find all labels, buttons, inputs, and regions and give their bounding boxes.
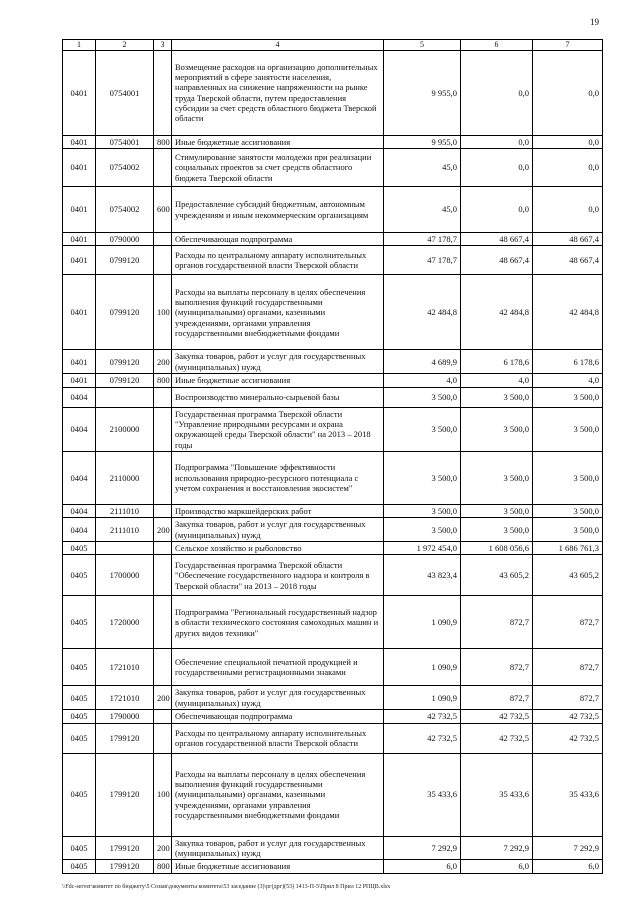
section-code-cell: 0404 xyxy=(63,407,96,451)
amount-cell: 6,0 xyxy=(533,860,603,873)
table-row xyxy=(63,246,603,275)
section-code-cell: 0405 xyxy=(63,836,96,860)
amount-cell: 3 500,0 xyxy=(384,451,461,504)
amount-cell: 48 667,4 xyxy=(461,246,533,275)
amount-cell: 42 732,5 xyxy=(533,723,603,753)
amount-cell: 3 500,0 xyxy=(461,451,533,504)
table-row xyxy=(63,187,603,233)
table-row xyxy=(63,149,603,187)
expense-type-cell: 800 xyxy=(154,374,172,387)
target-code-cell: 1790000 xyxy=(96,710,154,723)
section-code-cell: 0401 xyxy=(63,50,96,135)
amount-cell: 35 433,6 xyxy=(384,753,461,836)
target-code-cell: 0799120 xyxy=(96,275,154,350)
description-cell: Стимулирование занятости молодежи при реализации социальных проектов за счет средств областного бюджета Тверской области xyxy=(172,149,384,187)
section-code-cell: 0405 xyxy=(63,542,96,555)
section-code-cell: 0401 xyxy=(63,350,96,374)
amount-cell: 42 732,5 xyxy=(384,723,461,753)
table-body xyxy=(63,50,603,873)
section-code-cell: 0405 xyxy=(63,686,96,710)
table-row xyxy=(63,649,603,686)
table-row xyxy=(63,451,603,504)
amount-cell: 3 500,0 xyxy=(461,407,533,451)
expense-type-cell xyxy=(154,407,172,451)
expense-type-cell xyxy=(154,50,172,135)
expense-type-cell: 200 xyxy=(154,686,172,710)
amount-cell: 43 823,4 xyxy=(384,555,461,596)
section-code-cell: 0404 xyxy=(63,518,96,542)
budget-table xyxy=(62,39,603,874)
target-code-cell xyxy=(96,387,154,407)
expense-type-cell xyxy=(154,246,172,275)
amount-cell: 6,0 xyxy=(384,860,461,873)
amount-cell: 0,0 xyxy=(461,187,533,233)
target-code-cell: 1799120 xyxy=(96,836,154,860)
amount-cell: 4 689,9 xyxy=(384,350,461,374)
section-code-cell: 0401 xyxy=(63,149,96,187)
target-code-cell: 2100000 xyxy=(96,407,154,451)
expense-type-cell: 200 xyxy=(154,836,172,860)
amount-cell: 7 292,9 xyxy=(461,836,533,860)
target-code-cell: 0754002 xyxy=(96,187,154,233)
amount-cell: 43 605,2 xyxy=(461,555,533,596)
description-cell: Закупка товаров, работ и услуг для государственных (муниципальных) нужд xyxy=(172,686,384,710)
description-cell: Расходы на выплаты персоналу в целях обеспечения выполнения функций государственными (муниципальными) органами, казенными учреждениями, органами управления государственными внебюджетными фондами xyxy=(172,753,384,836)
section-code-cell: 0404 xyxy=(63,504,96,517)
description-cell: Закупка товаров, работ и услуг для государственных (муниципальных) нужд xyxy=(172,836,384,860)
target-code-cell: 1799120 xyxy=(96,753,154,836)
amount-cell: 0,0 xyxy=(533,149,603,187)
description-cell: Возмещение расходов на организацию дополнительных мероприятий в сфере занятости населения, направленных на снижение напряженности на рынке труда Тверской области, путем предоставления субсидии за счет средств областного бюджета Тверской области xyxy=(172,50,384,135)
amount-cell: 4,0 xyxy=(384,374,461,387)
expense-type-cell xyxy=(154,451,172,504)
expense-type-cell xyxy=(154,710,172,723)
table-row xyxy=(63,518,603,542)
target-code-cell: 1799120 xyxy=(96,860,154,873)
table-row xyxy=(63,542,603,555)
table-row xyxy=(63,753,603,836)
amount-cell: 6 178,6 xyxy=(461,350,533,374)
description-cell: Воспроизводство минерально-сырьевой базы xyxy=(172,387,384,407)
section-code-cell: 0401 xyxy=(63,135,96,148)
amount-cell: 3 500,0 xyxy=(533,407,603,451)
column-number: 3 xyxy=(154,40,172,51)
amount-cell: 0,0 xyxy=(461,135,533,148)
target-code-cell: 1721010 xyxy=(96,649,154,686)
amount-cell: 48 667,4 xyxy=(533,233,603,246)
section-code-cell: 0405 xyxy=(63,723,96,753)
table-row xyxy=(63,836,603,860)
column-number: 2 xyxy=(96,40,154,51)
amount-cell: 1 090,9 xyxy=(384,596,461,649)
section-code-cell: 0405 xyxy=(63,860,96,873)
description-cell: Обеспечение специальной печатной продукцией и государственными регистрационными знаками xyxy=(172,649,384,686)
table-row xyxy=(63,407,603,451)
amount-cell: 4,0 xyxy=(461,374,533,387)
expense-type-cell: 600 xyxy=(154,187,172,233)
section-code-cell: 0401 xyxy=(63,233,96,246)
column-number: 1 xyxy=(63,40,96,51)
expense-type-cell: 800 xyxy=(154,135,172,148)
amount-cell: 42 484,8 xyxy=(533,275,603,350)
amount-cell: 1 090,9 xyxy=(384,686,461,710)
target-code-cell: 1721010 xyxy=(96,686,154,710)
expense-type-cell xyxy=(154,149,172,187)
amount-cell: 872,7 xyxy=(533,649,603,686)
expense-type-cell xyxy=(154,504,172,517)
amount-cell: 872,7 xyxy=(461,596,533,649)
column-number: 7 xyxy=(533,40,603,51)
amount-cell: 0,0 xyxy=(533,135,603,148)
description-cell: Иные бюджетные ассигнования xyxy=(172,374,384,387)
amount-cell: 3 500,0 xyxy=(384,518,461,542)
amount-cell: 48 667,4 xyxy=(533,246,603,275)
table-row xyxy=(63,596,603,649)
amount-cell: 3 500,0 xyxy=(461,518,533,542)
amount-cell: 42 732,5 xyxy=(461,723,533,753)
expense-type-cell xyxy=(154,233,172,246)
expense-type-cell: 200 xyxy=(154,518,172,542)
expense-type-cell xyxy=(154,723,172,753)
amount-cell: 3 500,0 xyxy=(384,387,461,407)
amount-cell: 3 500,0 xyxy=(384,407,461,451)
amount-cell: 1 686 761,3 xyxy=(533,542,603,555)
amount-cell: 6 178,6 xyxy=(533,350,603,374)
target-code-cell: 0799120 xyxy=(96,350,154,374)
expense-type-cell xyxy=(154,649,172,686)
column-number: 4 xyxy=(172,40,384,51)
amount-cell: 42 732,5 xyxy=(533,710,603,723)
section-code-cell: 0404 xyxy=(63,451,96,504)
amount-cell: 872,7 xyxy=(533,686,603,710)
target-code-cell xyxy=(96,542,154,555)
target-code-cell: 0754001 xyxy=(96,50,154,135)
amount-cell: 6,0 xyxy=(461,860,533,873)
description-cell: Закупка товаров, работ и услуг для государственных (муниципальных) нужд xyxy=(172,350,384,374)
description-cell: Государственная программа Тверской области "Управление природными ресурсами и охрана окружающей среды Тверской области" на 2013 – 2018 годы xyxy=(172,407,384,451)
target-code-cell: 0754001 xyxy=(96,135,154,148)
table-row xyxy=(63,275,603,350)
table-row xyxy=(63,710,603,723)
description-cell: Иные бюджетные ассигнования xyxy=(172,860,384,873)
amount-cell: 3 500,0 xyxy=(461,387,533,407)
amount-cell: 0,0 xyxy=(461,50,533,135)
section-code-cell: 0401 xyxy=(63,246,96,275)
description-cell: Производство маркшейдерских работ xyxy=(172,504,384,517)
target-code-cell: 1720000 xyxy=(96,596,154,649)
section-code-cell: 0401 xyxy=(63,187,96,233)
amount-cell: 9 955,0 xyxy=(384,135,461,148)
expense-type-cell: 100 xyxy=(154,275,172,350)
amount-cell: 1 972 454,0 xyxy=(384,542,461,555)
section-code-cell: 0405 xyxy=(63,649,96,686)
table-row xyxy=(63,723,603,753)
amount-cell: 35 433,6 xyxy=(461,753,533,836)
target-code-cell: 0799120 xyxy=(96,246,154,275)
target-code-cell: 2111010 xyxy=(96,518,154,542)
table-row xyxy=(63,555,603,596)
description-cell: Предоставление субсидий бюджетным, автономным учреждениям и иным некоммерческим организациям xyxy=(172,187,384,233)
target-code-cell: 0790000 xyxy=(96,233,154,246)
amount-cell: 0,0 xyxy=(533,187,603,233)
section-code-cell: 0404 xyxy=(63,387,96,407)
section-code-cell: 0405 xyxy=(63,555,96,596)
expense-type-cell: 100 xyxy=(154,753,172,836)
amount-cell: 3 500,0 xyxy=(533,504,603,517)
amount-cell: 47 178,7 xyxy=(384,246,461,275)
amount-cell: 42 484,8 xyxy=(384,275,461,350)
table-row xyxy=(63,686,603,710)
amount-cell: 48 667,4 xyxy=(461,233,533,246)
amount-cell: 3 500,0 xyxy=(533,451,603,504)
description-cell: Обеспечивающая подпрограмма xyxy=(172,710,384,723)
amount-cell: 43 605,2 xyxy=(533,555,603,596)
target-code-cell: 1799120 xyxy=(96,723,154,753)
table-row xyxy=(63,135,603,148)
amount-cell: 45,0 xyxy=(384,187,461,233)
target-code-cell: 1700000 xyxy=(96,555,154,596)
description-cell: Обеспечивающая подпрограмма xyxy=(172,233,384,246)
amount-cell: 3 500,0 xyxy=(533,518,603,542)
amount-cell: 872,7 xyxy=(461,649,533,686)
table-row xyxy=(63,374,603,387)
target-code-cell: 2111010 xyxy=(96,504,154,517)
amount-cell: 4,0 xyxy=(533,374,603,387)
table-row xyxy=(63,233,603,246)
expense-type-cell xyxy=(154,387,172,407)
expense-type-cell: 800 xyxy=(154,860,172,873)
amount-cell: 3 500,0 xyxy=(384,504,461,517)
table-row xyxy=(63,504,603,517)
table-row xyxy=(63,350,603,374)
expense-type-cell xyxy=(154,555,172,596)
description-cell: Иные бюджетные ассигнования xyxy=(172,135,384,148)
amount-cell: 47 178,7 xyxy=(384,233,461,246)
amount-cell: 3 500,0 xyxy=(533,387,603,407)
amount-cell: 9 955,0 xyxy=(384,50,461,135)
file-path-footer: \\Fdc-server\комитет по бюджету\5 Созыв\документы комитета\53 заседание (3)\рг(дрг)(53) 1413-П-5\Прил 8 Прил 12 РПЦВ.xlsx xyxy=(62,884,391,890)
amount-cell: 42 484,8 xyxy=(461,275,533,350)
description-cell: Сельское хозяйство и рыболовство xyxy=(172,542,384,555)
amount-cell: 872,7 xyxy=(461,686,533,710)
expense-type-cell xyxy=(154,542,172,555)
column-number: 5 xyxy=(384,40,461,51)
amount-cell: 1 090,9 xyxy=(384,649,461,686)
table-row xyxy=(63,50,603,135)
amount-cell: 35 433,6 xyxy=(533,753,603,836)
description-cell: Государственная программа Тверской области "Обеспечение государственного надзора и контроля в Тверской области" на 2013 – 2018 годы xyxy=(172,555,384,596)
amount-cell: 7 292,9 xyxy=(533,836,603,860)
amount-cell: 42 732,5 xyxy=(461,710,533,723)
section-code-cell: 0405 xyxy=(63,596,96,649)
description-cell: Подпрограмма "Повышение эффективности использования природно-ресурсного потенциала с учетом сохранения и восстановления экосистем" xyxy=(172,451,384,504)
section-code-cell: 0405 xyxy=(63,753,96,836)
target-code-cell: 2110000 xyxy=(96,451,154,504)
description-cell: Расходы на выплаты персоналу в целях обеспечения выполнения функций государственными (муниципальными) органами, казенными учреждениями, органами управления государственными внебюджетными фондами xyxy=(172,275,384,350)
amount-cell: 42 732,5 xyxy=(384,710,461,723)
amount-cell: 1 608 056,6 xyxy=(461,542,533,555)
description-cell: Расходы по центральному аппарату исполнительных органов государственной власти Тверской области xyxy=(172,246,384,275)
page-number: 19 xyxy=(590,17,599,27)
section-code-cell: 0401 xyxy=(63,275,96,350)
amount-cell: 45,0 xyxy=(384,149,461,187)
description-cell: Подпрограмма "Региональный государственный надзор в области технического состояния самоходных машин и других видов техники" xyxy=(172,596,384,649)
amount-cell: 0,0 xyxy=(461,149,533,187)
column-number: 6 xyxy=(461,40,533,51)
section-code-cell: 0405 xyxy=(63,710,96,723)
description-cell: Расходы по центральному аппарату исполнительных органов государственной власти Тверской области xyxy=(172,723,384,753)
amount-cell: 7 292,9 xyxy=(384,836,461,860)
column-number-row xyxy=(63,40,603,51)
table-row xyxy=(63,387,603,407)
description-cell: Закупка товаров, работ и услуг для государственных (муниципальных) нужд xyxy=(172,518,384,542)
section-code-cell: 0401 xyxy=(63,374,96,387)
amount-cell: 0,0 xyxy=(533,50,603,135)
table-row xyxy=(63,860,603,873)
amount-cell: 872,7 xyxy=(533,596,603,649)
target-code-cell: 0799120 xyxy=(96,374,154,387)
expense-type-cell: 200 xyxy=(154,350,172,374)
expense-type-cell xyxy=(154,596,172,649)
amount-cell: 3 500,0 xyxy=(461,504,533,517)
target-code-cell: 0754002 xyxy=(96,149,154,187)
